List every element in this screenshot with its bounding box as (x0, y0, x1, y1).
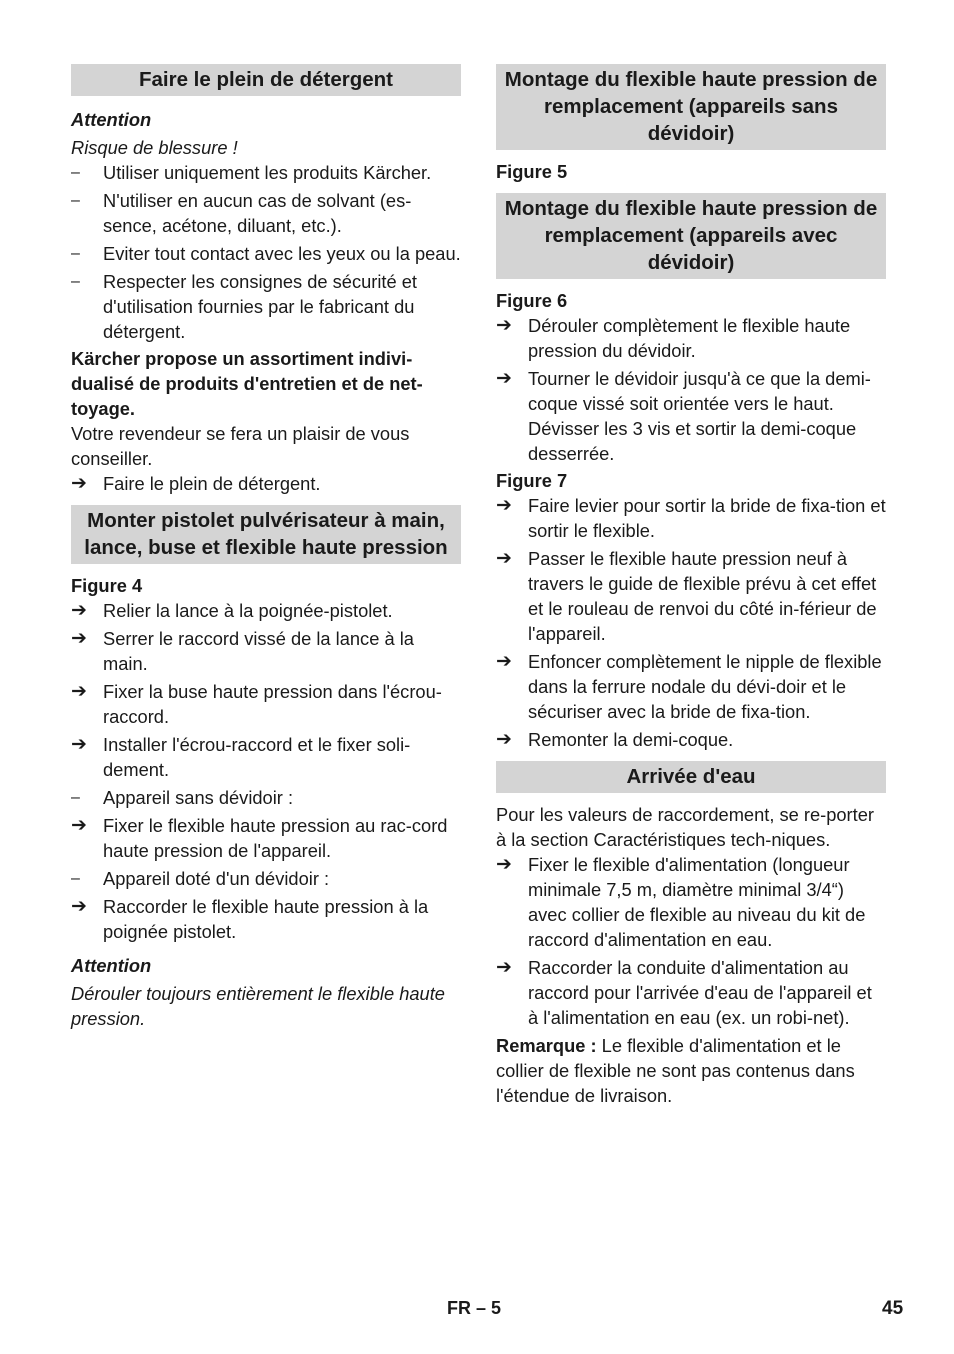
list-item: ➔ Faire le plein de détergent. (71, 473, 321, 494)
right-column (496, 64, 886, 1108)
arrow-right-icon: ➔ (71, 681, 87, 702)
arrow-right-icon: ➔ (71, 628, 87, 649)
arrow-right-icon: ➔ (71, 734, 87, 755)
list-item: – Utiliser uniquement les produits Kärcher. (71, 162, 432, 183)
dash-icon: – (71, 870, 80, 887)
footer-section-number: – 5 (476, 1298, 502, 1318)
arrow-right-icon: ➔ (496, 315, 512, 336)
attention-label: Attention (71, 955, 152, 976)
list-item: – N'utiliser en aucun cas de solvant (es-sence, acétone, diluant, etc.). (71, 190, 412, 236)
footer-language: FR – 5 (447, 1298, 502, 1318)
figure-label: Figure 4 (71, 575, 143, 596)
list-item: ➔ Tourner le dévidoir jusqu'à ce que la demi-coque vissé soit orientée vers le haut. Dévisser les 3 vis et sortir la demi-coque desserrée. (496, 368, 871, 464)
arrow-right-icon: ➔ (71, 473, 87, 494)
dealer-note: Votre revendeur se fera un plaisir de vous conseiller. (71, 423, 410, 469)
arrow-right-icon: ➔ (496, 495, 512, 516)
remark-label: Remarque : (496, 1035, 597, 1056)
section-heading-water-supply: Arrivée d'eau (496, 761, 886, 793)
section-heading-detergent: Faire le plein de détergent (71, 64, 461, 96)
list-item: ➔ Remonter la demi-coque. (496, 729, 734, 750)
list-item: ➔ Fixer le flexible d'alimentation (longueur minimale 7,5 m, diamètre minimal 3/4“) avec collier de flexible au niveau du kit de raccord d'alimentation en eau. (496, 854, 866, 950)
arrow-right-icon: ➔ (496, 729, 512, 750)
assortment-note: Kärcher propose un assortiment indivi-dualisé de produits d'entretien et de net-toyage. (71, 348, 423, 419)
remark (496, 1033, 886, 1108)
arrow-right-icon: ➔ (496, 651, 512, 672)
connection-values-note: Pour les valeurs de raccordement, se re-porter à la section Caractéristiques tech-niques. (496, 804, 874, 850)
page-number: 45 (882, 1298, 904, 1319)
risk-text: Risque de blessure ! (71, 137, 238, 158)
list-item: ➔ Faire levier pour sortir la bride de fixa-tion et sortir le flexible. (496, 495, 886, 541)
list-item: ➔ Fixer la buse haute pression dans l'écrou-raccord. (71, 681, 442, 727)
figure-label: Figure 5 (496, 161, 568, 182)
list-item: – Eviter tout contact avec les yeux ou la peau. (71, 243, 461, 264)
section-heading-hose-reel: Montage du flexible haute pression de remplacement (appareils avec dévidoir) (496, 193, 886, 279)
arrow-right-icon: ➔ (71, 600, 87, 621)
dash-icon: – (71, 164, 80, 181)
list-item: ➔ Dérouler complètement le flexible haute pression du dévidoir. (496, 315, 851, 361)
list-item: – Respecter les consignes de sécurité et d'utilisation fournies par le fabricant du détergent. (71, 271, 417, 342)
section-heading-assembly: Monter pistolet pulvérisateur à main, lance, buse et flexible haute pression (71, 505, 461, 564)
arrow-right-icon: ➔ (71, 896, 87, 917)
list-item: ➔ Enfoncer complètement le nipple de flexible dans la ferrure nodale du dévi-doir et le sécuriser avec la bride de fixa-tion. (496, 651, 882, 722)
figure-label: Figure 7 (496, 470, 568, 491)
section-heading-hose-no-reel: Montage du flexible haute pression de remplacement (appareils sans dévidoir) (496, 64, 886, 150)
dash-icon: – (71, 273, 80, 290)
left-column (71, 64, 461, 1031)
arrow-right-icon: ➔ (71, 815, 87, 836)
list-item: ➔ Installer l'écrou-raccord et le fixer soli-dement. (71, 734, 411, 780)
figure-label: Figure 6 (496, 290, 568, 311)
dash-icon: – (71, 245, 80, 262)
arrow-right-icon: ➔ (496, 854, 512, 875)
arrow-right-icon: ➔ (496, 548, 512, 569)
list-item: ➔ Raccorder la conduite d'alimentation au raccord pour l'arrivée d'eau de l'appareil et à l'alimentation en eau (ex. un robi-net). (496, 957, 872, 1028)
list-item: ➔ Fixer le flexible haute pression au rac-cord haute pression de l'appareil. (71, 815, 448, 861)
remark-text: Le flexible d'alimentation et le collier de flexible ne sont pas contenus dans l'étendue de livraison. (496, 1035, 855, 1106)
arrow-right-icon: ➔ (496, 368, 512, 389)
attention-label: Attention (71, 109, 152, 130)
dash-icon: – (71, 192, 80, 209)
list-item: ➔ Serrer le raccord vissé de la lance à la main. (71, 628, 414, 674)
list-item: – Appareil doté d'un dévidoir : (71, 868, 330, 889)
list-item: ➔ Raccorder le flexible haute pression à la poignée pistolet. (71, 896, 429, 942)
list-item: – Appareil sans dévidoir : (71, 787, 294, 808)
list-item: ➔ Passer le flexible haute pression neuf à travers le guide de flexible prévu à cet effet et le rouleau de renvoi du côté in-férieur de l'appareil. (496, 548, 877, 644)
list-item: ➔ Relier la lance à la poignée-pistolet. (71, 600, 393, 621)
dash-icon: – (71, 789, 80, 806)
attention-text: Dérouler toujours entièrement le flexible haute pression. (71, 983, 445, 1029)
arrow-right-icon: ➔ (496, 957, 512, 978)
